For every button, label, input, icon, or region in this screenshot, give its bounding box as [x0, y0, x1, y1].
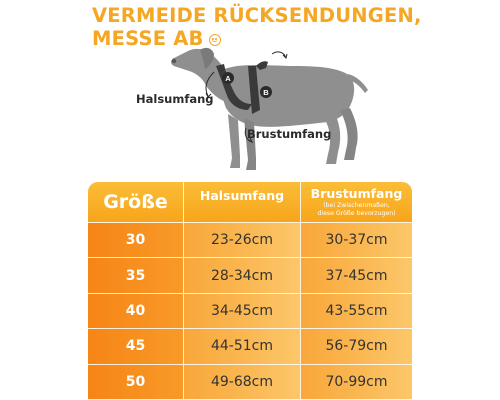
marker-b	[260, 86, 272, 98]
row-2-neck: 28-34cm	[184, 258, 301, 293]
header-size: Größe	[88, 182, 184, 223]
svg-text:B: B	[263, 88, 269, 97]
row-5-neck: 49-68cm	[184, 365, 301, 400]
neck-label: Halsumfang	[136, 92, 214, 106]
row-3-neck: 34-45cm	[184, 294, 301, 329]
row-4-chest: 56-79cm	[301, 329, 412, 364]
header-chest-label: Brustumfang	[310, 186, 403, 201]
size-table	[88, 182, 412, 400]
header-chest-note-2: diese Größe bevorzugen)	[317, 210, 396, 217]
headline-line-1: VERMEIDE RÜCKSENDUNGEN,	[92, 4, 422, 27]
row-4-neck: 44-51cm	[184, 329, 301, 364]
row-3-size: 40	[88, 294, 184, 329]
row-4-size: 45	[88, 329, 184, 364]
chest-label: Brustumfang	[247, 127, 332, 141]
row-5-chest: 70-99cm	[301, 365, 412, 400]
row-1-chest: 30-37cm	[301, 223, 412, 258]
row-5-size: 50	[88, 365, 184, 400]
marker-a	[222, 72, 234, 84]
header-chest	[301, 182, 412, 223]
row-2-chest: 37-45cm	[301, 258, 412, 293]
svg-text:A: A	[225, 74, 231, 83]
row-3-chest: 43-55cm	[301, 294, 412, 329]
dog-illustration	[160, 36, 375, 176]
row-1-neck: 23-26cm	[184, 223, 301, 258]
row-1-size: 30	[88, 223, 184, 258]
headline-line-2: MESSE AB	[92, 27, 204, 50]
header-chest-note-1: (bei Zwischenmaßen,	[323, 202, 390, 209]
row-2-size: 35	[88, 258, 184, 293]
header-neck: Halsumfang	[184, 182, 301, 223]
